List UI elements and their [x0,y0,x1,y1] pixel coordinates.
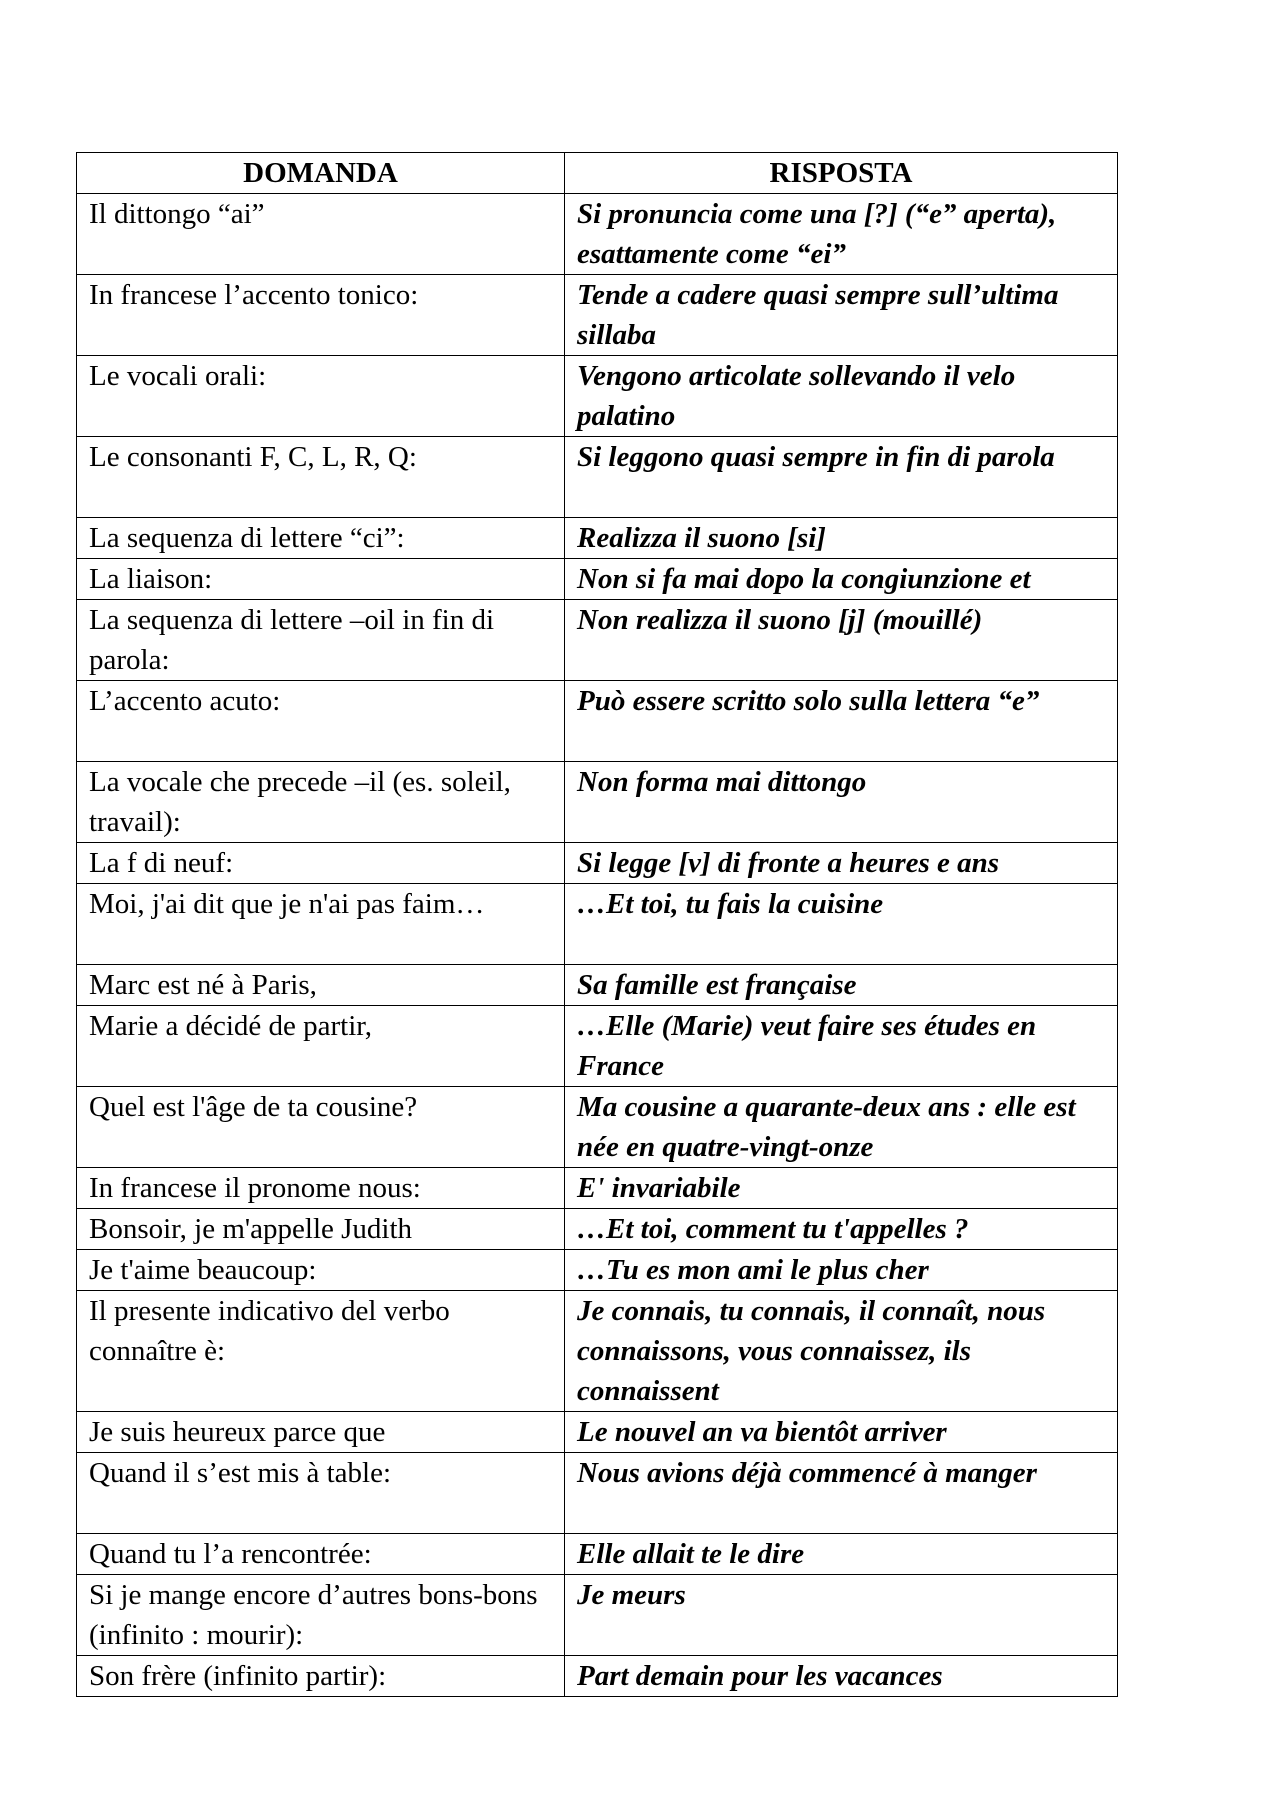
answer-cell: Le nouvel an va bientôt arriver [565,1412,1118,1453]
header-question: DOMANDA [77,153,565,194]
table-row [77,1291,1118,1412]
table-row [77,1656,1118,1697]
question-cell: Moi, j'ai dit que je n'ai pas faim… [77,884,565,965]
question-cell: Il dittongo “ai” [77,194,565,275]
table-row [77,437,1118,518]
answer-cell: Je connais, tu connais, il connaît, nous connaissons, vous connaissez, ils connaissent [565,1291,1118,1412]
table-row [77,518,1118,559]
answer-cell: Sa famille est française [565,965,1118,1006]
question-cell: Bonsoir, je m'appelle Judith [77,1209,565,1250]
answer-cell: Ma cousine a quarante-deux ans : elle est née en quatre-vingt-onze [565,1087,1118,1168]
question-cell: Marc est né à Paris, [77,965,565,1006]
answer-cell: …Et toi, tu fais la cuisine [565,884,1118,965]
qa-table [76,152,1118,1697]
answer-cell: Non si fa mai dopo la congiunzione et [565,559,1118,600]
table-row [77,1534,1118,1575]
answer-cell: Non forma mai dittongo [565,762,1118,843]
question-cell: In francese l’accento tonico: [77,275,565,356]
question-cell: La liaison: [77,559,565,600]
answer-cell: Je meurs [565,1575,1118,1656]
question-cell: Quel est l'âge de ta cousine? [77,1087,565,1168]
table-row [77,1453,1118,1534]
question-cell: Si je mange encore d’autres bons-bons (infinito : mourir): [77,1575,565,1656]
answer-cell: E' invariabile [565,1168,1118,1209]
answer-cell: Si legge [v] di fronte a heures e ans [565,843,1118,884]
table-row [77,1168,1118,1209]
header-answer: RISPOSTA [565,153,1118,194]
table-row [77,559,1118,600]
answer-cell: Si leggono quasi sempre in fin di parola [565,437,1118,518]
answer-cell: Nous avions déjà commencé à manger [565,1453,1118,1534]
question-cell: In francese il pronome nous: [77,1168,565,1209]
question-cell: Son frère (infinito partir): [77,1656,565,1697]
table-row [77,1087,1118,1168]
answer-cell: Tende a cadere quasi sempre sull’ultima sillaba [565,275,1118,356]
question-cell: L’accento acuto: [77,681,565,762]
answer-cell: Si pronuncia come una [?] (“e” aperta), esattamente come “ei” [565,194,1118,275]
answer-cell: …Et toi, comment tu t'appelles ? [565,1209,1118,1250]
table-row [77,356,1118,437]
table-row [77,843,1118,884]
table-row [77,1209,1118,1250]
answer-cell: Realizza il suono [si] [565,518,1118,559]
question-cell: Quand tu l’a rencontrée: [77,1534,565,1575]
question-cell: La vocale che precede –il (es. soleil, travail): [77,762,565,843]
table-row [77,681,1118,762]
question-cell: Il presente indicativo del verbo connaître è: [77,1291,565,1412]
question-cell: La sequenza di lettere –oil in fin di parola: [77,600,565,681]
table-row [77,600,1118,681]
answer-cell: Elle allait te le dire [565,1534,1118,1575]
table-row [77,884,1118,965]
table-row [77,275,1118,356]
question-cell: Je t'aime beaucoup: [77,1250,565,1291]
answer-cell: Non realizza il suono [j] (mouillé) [565,600,1118,681]
question-cell: Quand il s’est mis à table: [77,1453,565,1534]
table-row [77,1006,1118,1087]
answer-cell: …Elle (Marie) veut faire ses études en France [565,1006,1118,1087]
question-cell: Marie a décidé de partir, [77,1006,565,1087]
question-cell: La f di neuf: [77,843,565,884]
question-cell: Le vocali orali: [77,356,565,437]
table-row [77,194,1118,275]
table-row [77,1575,1118,1656]
table-row [77,1250,1118,1291]
answer-cell: Vengono articolate sollevando il velo palatino [565,356,1118,437]
answer-cell: Può essere scritto solo sulla lettera “e” [565,681,1118,762]
table-row [77,762,1118,843]
table-row [77,1412,1118,1453]
question-cell: Je suis heureux parce que [77,1412,565,1453]
question-cell: La sequenza di lettere “ci”: [77,518,565,559]
question-cell: Le consonanti F, C, L, R, Q: [77,437,565,518]
table-row [77,965,1118,1006]
answer-cell: Part demain pour les vacances [565,1656,1118,1697]
answer-cell: …Tu es mon ami le plus cher [565,1250,1118,1291]
header-row [77,153,1118,194]
